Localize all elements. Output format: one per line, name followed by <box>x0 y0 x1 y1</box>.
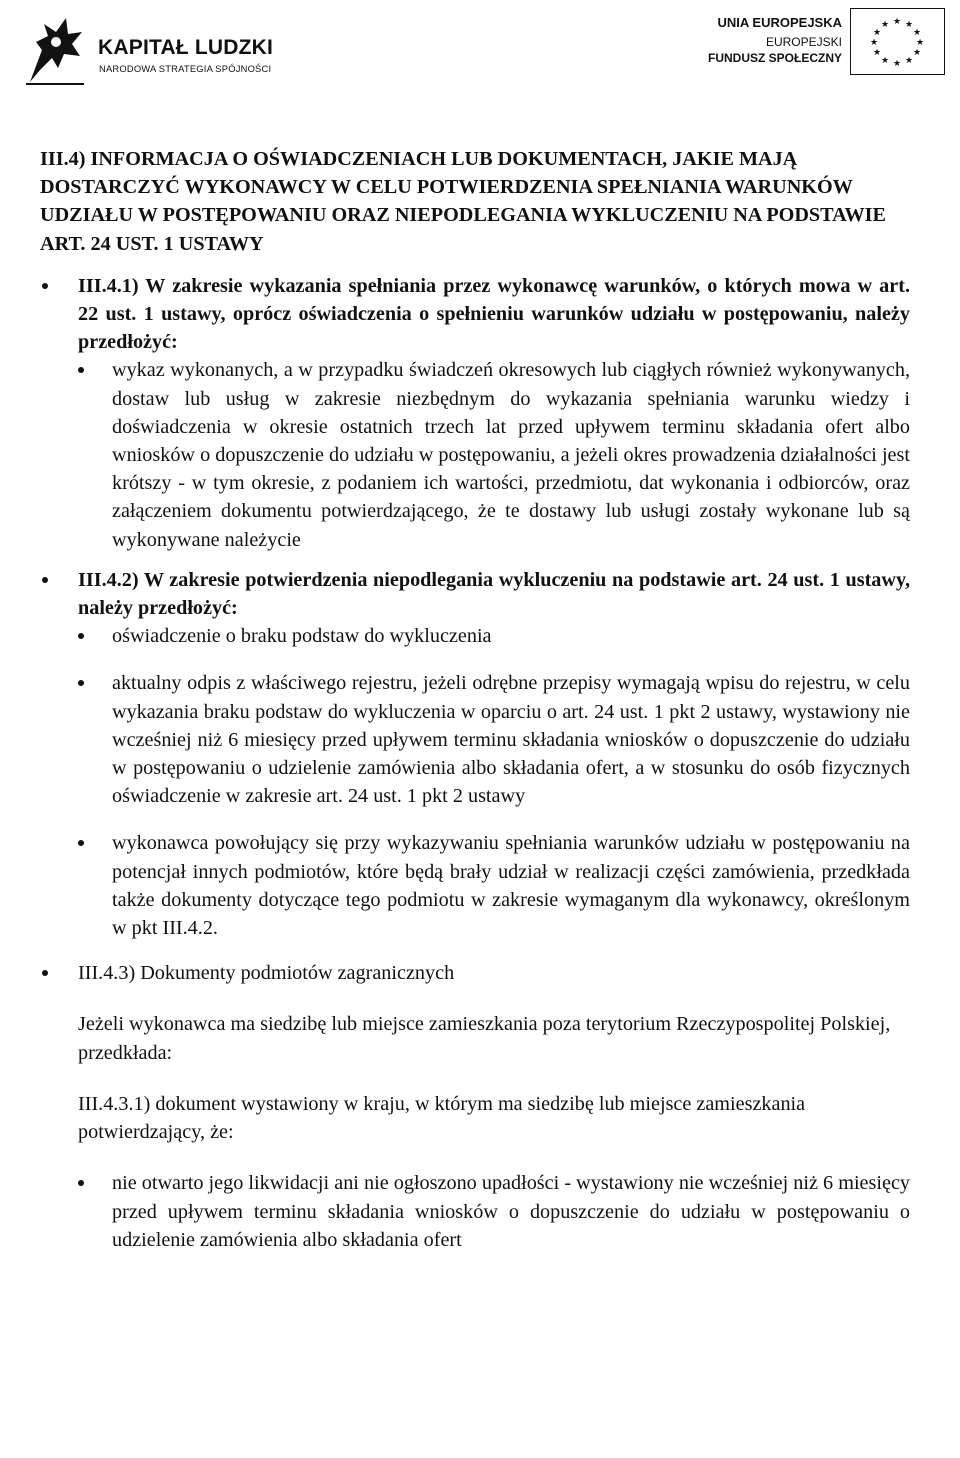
section-heading: III.4) INFORMACJA O OŚWIADCZENIACH LUB DOKUMENTACH, JAKIE MAJĄ DOSTARCZYĆ WYKONAWCY W CELU POTWIERDZENIA SPEŁNIANIA WARUNKÓW UDZIAŁU W POSTĘPOWANIU ORAZ NIEPODLEGANIA WYKLUCZENIU NA PODSTAWIE ART. 24 UST. 1 USTAWY <box>40 148 886 255</box>
svg-text:★: ★ <box>872 28 882 38</box>
svg-text:★: ★ <box>904 20 914 30</box>
kapital-ludzki-logo-icon <box>22 12 88 88</box>
paragraph: III.4.3.1) dokument wystawiony w kraju, w którym ma siedzibę lub miejsce zamieszkania potwierdzający, że: <box>78 1092 806 1144</box>
kapital-ludzki-logo <box>22 8 282 88</box>
svg-text:★: ★ <box>880 56 890 66</box>
list-item: wykaz wykonanych, a w przypadku świadczeń okresowych lub ciągłych również wykonywanych, dostaw lub usług w zakresie niezbędnym do wykazania spełniania warunku wiedzy i doświadczenia w okresie ostatnich trzech lat przed upływem terminu składania ofert albo wniosków o dopuszczenie do udziału w postępowaniu, a jeżeli okres prowadzenia działalności jest krótszy - w tym okresie, z podaniem ich wartości, przedmiotu, dat wykonania i odbiorców, oraz załączeniem dokumentu potwierdzającego, że te dostawy lub usługi zostały wykonane lub są wykonywane należycie <box>40 356 910 553</box>
subsection-3-title: III.4.3) Dokumenty podmiotów zagranicznych <box>40 959 910 987</box>
list-item: wykonawca powołujący się przy wykazywaniu spełniania warunków udziału w postępowaniu na potencjał innych podmiotów, które będą brały udział w realizacji części zamówienia, przedkłada także dokumenty dotyczące tego podmiotu w zakresie wymaganym dla wykonawcy, określonym w pkt III.4.2. <box>40 829 910 942</box>
bullet-icon <box>78 680 84 686</box>
list-item: oświadczenie o braku podstaw do wykluczenia <box>40 622 910 650</box>
document-body <box>40 145 910 1254</box>
svg-text:★: ★ <box>915 38 925 48</box>
eu-title: UNIA EUROPEJSKA <box>717 15 842 30</box>
bullet-icon <box>78 633 84 639</box>
svg-text:★: ★ <box>880 20 890 30</box>
eu-flag-icon <box>850 8 945 75</box>
subsection-2-title: III.4.2) W zakresie potwierdzenia niepodlegania wykluczeniu na podstawie art. 24 ust. 1 ustawy, należy przedłożyć: <box>40 566 910 622</box>
svg-text:★: ★ <box>892 59 902 69</box>
svg-text:★: ★ <box>869 38 879 48</box>
svg-text:★: ★ <box>912 28 922 38</box>
svg-text:★: ★ <box>912 48 922 58</box>
eu-subtitle-2: FUNDUSZ SPOŁECZNY <box>707 51 842 65</box>
subsection-1-title: III.4.1) W zakresie wykazania spełniania przez wykonawcę warunków, o których mowa w art. 22 ust. 1 ustawy, oprócz oświadczenia o spełnieniu warunków udziału w postępowaniu, należy przedłożyć: <box>40 272 910 357</box>
logo-title: KAPITAŁ LUDZKI <box>98 36 274 59</box>
list-item: aktualny odpis z właściwego rejestru, jeżeli odrębne przepisy wymagają wpisu do rejestru, w celu wykazania braku podstaw do wykluczenia w oparciu o art. 24 ust. 1 pkt 2 ustawy, wystawiony nie wcześniej niż 6 miesięcy przed upływem terminu składania wniosków o dopuszczenie do udziału w postępowaniu o udzielenie zamówienia albo składania ofert, a w stosunku do osób fizycznych oświadczenie w zakresie art. 24 ust. 1 pkt 2 ustawy <box>40 669 910 810</box>
bullet-icon <box>78 840 84 846</box>
list-item: nie otwarto jego likwidacji ani nie ogłoszono upadłości - wystawiony nie wcześniej niż 6 miesięcy przed upływem terminu składania wniosków o dopuszczenie do udziału w postępowaniu o udzielenie zamówienia albo składania ofert <box>40 1169 910 1254</box>
bullet-icon <box>42 970 48 976</box>
svg-text:★: ★ <box>892 17 902 27</box>
paragraph: Jeżeli wykonawca ma siedzibę lub miejsce zamieszkania poza terytorium Rzeczypospolitej Polskiej, przedkłada: <box>78 1013 891 1064</box>
logo-subtitle: NARODOWA STRATEGIA SPÓJNOŚCI <box>99 63 272 74</box>
bullet-icon <box>78 1180 84 1186</box>
eu-subtitle-1: EUROPEJSKI <box>765 35 842 49</box>
eu-logo <box>707 6 950 96</box>
bullet-icon <box>42 577 48 583</box>
bullet-icon <box>42 283 48 289</box>
svg-text:★: ★ <box>904 56 914 66</box>
svg-text:★: ★ <box>872 48 882 58</box>
bullet-icon <box>78 367 84 373</box>
